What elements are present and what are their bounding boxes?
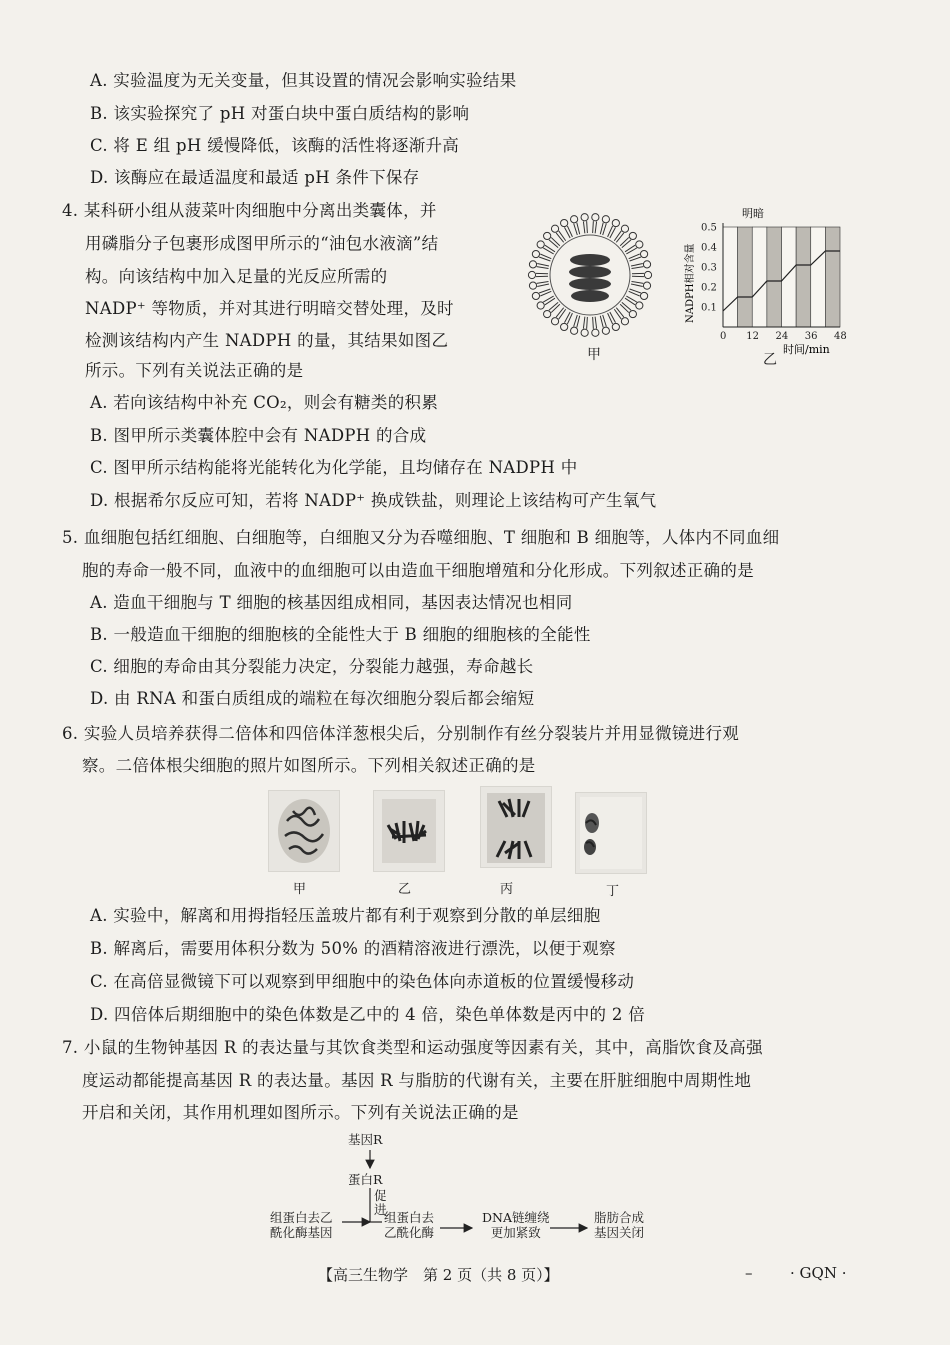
cell-image-jia bbox=[269, 791, 339, 871]
photo-label-ding: 丁 bbox=[606, 884, 620, 899]
lipid-tail bbox=[556, 308, 564, 317]
q6-option-d: D. 四倍体后期细胞中的染色体数是乙中的 4 倍，染色单体数是丙中的 2 倍 bbox=[90, 1005, 646, 1024]
lipid-tail bbox=[614, 231, 621, 241]
lipid-head bbox=[644, 271, 651, 278]
q6-option-a: A. 实验中，解离和用拇指轻压盖玻片都有利于观察到分散的单层细胞 bbox=[90, 906, 601, 925]
lipid-head bbox=[612, 323, 619, 330]
q4-stem-line: 检测该结构内产生 NADPH 的量，其结果如图乙 bbox=[85, 331, 449, 350]
flow-node-dna-compact bbox=[482, 1210, 550, 1240]
lipid-head bbox=[537, 241, 544, 248]
lipid-tail bbox=[537, 267, 549, 269]
light-period-band bbox=[723, 227, 738, 327]
lipid-head bbox=[640, 250, 647, 257]
footer-dash: – bbox=[745, 1264, 753, 1282]
x-tick-label: 12 bbox=[746, 331, 759, 342]
cell-image-bing bbox=[481, 787, 551, 867]
lipid-tail bbox=[551, 237, 560, 245]
flow-text: 脂肪合成 bbox=[594, 1210, 645, 1225]
flow-node-hdac-enzyme bbox=[384, 1210, 434, 1240]
lipid-head bbox=[629, 310, 636, 317]
droplet-diagram bbox=[525, 210, 655, 340]
lipid-tail bbox=[551, 304, 560, 312]
q5-option-d: D. 由 RNA 和蛋白质组成的端粒在每次细胞分裂后都会缩短 bbox=[90, 689, 535, 708]
photo-bing bbox=[480, 786, 552, 868]
lipid-head bbox=[592, 214, 599, 221]
y-tick-label: 0.1 bbox=[701, 302, 717, 314]
lipid-tail bbox=[620, 237, 629, 245]
q6-option-c: C. 在高倍显微镜下可以观察到甲细胞中的染色体向赤道板的位置缓慢移动 bbox=[90, 972, 635, 991]
q6-stem-line: 察。二倍体根尖细胞的照片如图所示。下列相关叙述正确的是 bbox=[82, 756, 536, 775]
lipid-tail bbox=[549, 302, 558, 310]
y-tick-label: 0.4 bbox=[701, 242, 717, 254]
lipid-tail bbox=[614, 309, 621, 319]
chart-xlabel: 时间/min bbox=[783, 343, 830, 356]
q4-stem-line: 用磷脂分子包裹形成图甲所示的“油包水液滴”结 bbox=[85, 234, 439, 253]
lipid-head bbox=[561, 323, 568, 330]
lipid-head bbox=[636, 241, 643, 248]
lipid-tail bbox=[626, 248, 636, 254]
q4-stem-line: 4. 某科研小组从菠菜叶肉细胞中分离出类囊体，并 bbox=[62, 201, 437, 220]
nadph-chart bbox=[675, 205, 850, 365]
photo-jia bbox=[268, 790, 340, 872]
figure-yi-chart bbox=[675, 205, 850, 368]
lipid-head bbox=[561, 219, 568, 226]
lipid-head bbox=[571, 327, 578, 334]
flow-text: 基因关闭 bbox=[594, 1225, 645, 1240]
lipid-tail bbox=[595, 317, 596, 329]
lipid-tail bbox=[600, 316, 603, 328]
q4-stem-line: 构。向该结构中加入足量的光反应所需的 bbox=[85, 267, 388, 286]
cell-image-yi bbox=[374, 791, 444, 871]
q5-stem-line: 胞的寿命一般不同，血液中的血细胞可以由造血干细胞增殖和分化形成。下列叙述正确的是 bbox=[82, 561, 754, 580]
lipid-tail bbox=[537, 281, 549, 283]
lipid-head bbox=[532, 292, 539, 299]
lipid-tail bbox=[577, 223, 580, 235]
lipid-head bbox=[544, 232, 551, 239]
flow-text: 组蛋白去 bbox=[384, 1210, 435, 1225]
flow-node-fat-gene-off bbox=[594, 1210, 644, 1240]
lipid-head bbox=[640, 292, 647, 299]
lipid-head bbox=[592, 329, 599, 336]
lipid-head bbox=[581, 214, 588, 221]
q3-option-c: C. 将 E 组 pH 缓慢降低，该酶的活性将逐渐升高 bbox=[90, 136, 460, 155]
light-period-band bbox=[811, 227, 826, 327]
q3-option-d: D. 该酶应在最适温度和最适 pH 条件下保存 bbox=[90, 168, 420, 187]
q5-stem-line: 5. 血细胞包括红细胞、白细胞等，白细胞又分为吞噬细胞、T 细胞和 B 细胞等，人体内不同血细 bbox=[62, 528, 780, 547]
lipid-head bbox=[571, 216, 578, 223]
lipid-head bbox=[602, 216, 609, 223]
q4-option-a: A. 若向该结构中补充 CO₂，则会有糖类的积累 bbox=[90, 393, 439, 412]
lipid-tail bbox=[577, 316, 580, 328]
lipid-tail bbox=[559, 309, 566, 319]
flow-text: 乙酰化酶 bbox=[384, 1225, 435, 1240]
photo-yi bbox=[373, 790, 445, 872]
chart-ylabel: NADPH相对含量 bbox=[685, 243, 696, 323]
lipid-head bbox=[529, 261, 536, 268]
x-tick-label: 24 bbox=[775, 331, 789, 342]
lipid-head bbox=[621, 225, 628, 232]
lipid-tail bbox=[543, 248, 553, 254]
lipid-head bbox=[612, 219, 619, 226]
lipid-tail bbox=[622, 302, 631, 310]
x-tick-label: 0 bbox=[720, 331, 727, 342]
lipid-tail bbox=[537, 263, 549, 266]
lipid-tail bbox=[631, 284, 643, 287]
lipid-head bbox=[551, 318, 558, 325]
q6-option-b: B. 解离后，需要用体积分数为 50% 的酒精溶液进行漂洗，以便于观察 bbox=[90, 939, 616, 958]
q3-option-b: B. 该实验探究了 pH 对蛋白块中蛋白质结构的影响 bbox=[90, 104, 470, 123]
light-period-band bbox=[752, 227, 767, 327]
lipid-tail bbox=[587, 221, 588, 233]
lipid-head bbox=[551, 225, 558, 232]
lipid-tail bbox=[631, 267, 643, 269]
lipid-tail bbox=[600, 223, 603, 235]
flow-text: 组蛋白去乙 bbox=[270, 1210, 333, 1225]
lipid-tail bbox=[583, 317, 584, 329]
footer-code: · GQN · bbox=[790, 1264, 847, 1282]
lipid-head bbox=[643, 261, 650, 268]
lipid-tail bbox=[545, 298, 555, 305]
lipid-tail bbox=[593, 221, 594, 233]
promote-label-2: 进 bbox=[374, 1202, 387, 1217]
promote-label-1: 促 bbox=[374, 1188, 387, 1203]
chart-title: 明暗 bbox=[742, 207, 764, 220]
y-tick-label: 0.3 bbox=[701, 262, 717, 274]
thylakoid-disc bbox=[571, 290, 609, 302]
lipid-tail bbox=[583, 221, 584, 233]
thylakoid-disc bbox=[570, 254, 610, 266]
flow-text: 酰化酶基因 bbox=[270, 1225, 333, 1240]
x-tick-label: 36 bbox=[804, 331, 818, 342]
dark-period-band bbox=[767, 227, 782, 327]
lipid-head bbox=[621, 318, 628, 325]
cell-image-ding bbox=[576, 793, 646, 873]
q4-stem-line: NADP⁺ 等物质，并对其进行明暗交替处理，及时 bbox=[85, 299, 454, 318]
lipid-head bbox=[537, 302, 544, 309]
q5-option-a: A. 造血干细胞与 T 细胞的核基因组成相同，基因表达情况也相同 bbox=[90, 593, 573, 612]
lipid-tail bbox=[625, 298, 635, 305]
lipid-head bbox=[602, 327, 609, 334]
q4-option-d: D. 根据希尔反应可知，若将 NADP⁺ 换成铁盐，则理论上该结构可产生氧气 bbox=[90, 491, 657, 510]
photo-label-bing: 丙 bbox=[500, 882, 514, 897]
y-tick-label: 0.5 bbox=[701, 222, 717, 234]
thylakoid-disc bbox=[569, 278, 611, 290]
lipid-tail bbox=[574, 224, 578, 235]
lipid-tail bbox=[603, 315, 607, 326]
figure-jia-label: 甲 bbox=[587, 347, 601, 363]
q4-stem-line: 所示。下列有关说法正确的是 bbox=[85, 361, 304, 380]
flow-node-hdac-gene bbox=[270, 1210, 333, 1240]
flow-text: 更加紧致 bbox=[490, 1225, 541, 1240]
photo-ding bbox=[575, 792, 647, 874]
photo-label-jia: 甲 bbox=[293, 882, 307, 897]
q4-option-b: B. 图甲所示类囊体腔中会有 NADPH 的合成 bbox=[90, 426, 427, 445]
lipid-tail bbox=[543, 296, 553, 302]
lipid-head bbox=[636, 302, 643, 309]
lipid-tail bbox=[537, 284, 549, 287]
x-tick-label: 48 bbox=[834, 331, 847, 342]
lipid-tail bbox=[603, 224, 607, 235]
lipid-head bbox=[532, 250, 539, 257]
dark-period-band bbox=[825, 227, 840, 327]
lipid-tail bbox=[559, 231, 566, 241]
lipid-head bbox=[528, 271, 535, 278]
q3-option-a: A. 实验温度为无关变量，但其设置的情况会影响实验结果 bbox=[90, 71, 517, 90]
figure-yi-label: 乙 bbox=[763, 352, 777, 368]
q4-option-c: C. 图甲所示结构能将光能转化为化学能，且均储存在 NADPH 中 bbox=[90, 458, 578, 477]
q7-stem-line: 开启和关闭，其作用机理如图所示。下列有关说法正确的是 bbox=[82, 1103, 519, 1122]
lipid-head bbox=[629, 232, 636, 239]
figure-jia-droplet bbox=[525, 210, 655, 363]
lipid-tail bbox=[549, 240, 558, 248]
lipid-tail bbox=[556, 233, 564, 242]
light-period-band bbox=[782, 227, 797, 327]
flow-text: DNA链缠绕 bbox=[482, 1210, 550, 1225]
lipid-tail bbox=[574, 315, 578, 326]
page-footer: 【高三生物学 第 2 页（共 8 页）】 bbox=[318, 1266, 559, 1284]
lipid-head bbox=[529, 282, 536, 289]
lipid-tail bbox=[620, 304, 629, 312]
dark-period-band bbox=[738, 227, 753, 327]
lipid-tail bbox=[593, 317, 594, 329]
mechanism-flow-diagram bbox=[260, 1130, 690, 1245]
dark-period-band bbox=[796, 227, 811, 327]
thylakoid-disc bbox=[569, 266, 611, 278]
y-tick-label: 0.2 bbox=[701, 282, 717, 294]
photo-label-yi: 乙 bbox=[398, 882, 412, 897]
protein-r-label: 蛋白R bbox=[348, 1172, 383, 1187]
lipid-head bbox=[544, 310, 551, 317]
lipid-tail bbox=[631, 263, 643, 266]
lipid-tail bbox=[616, 308, 624, 317]
lipid-tail bbox=[595, 221, 596, 233]
q5-option-b: B. 一般造血干细胞的细胞核的全能性大于 B 细胞的细胞核的全能性 bbox=[90, 625, 591, 644]
lipid-tail bbox=[545, 245, 555, 252]
q7-stem-line: 7. 小鼠的生物钟基因 R 的表达量与其饮食类型和运动强度等因素有关，其中，高脂饮食及高强 bbox=[62, 1038, 763, 1057]
lipid-tail bbox=[631, 281, 643, 283]
lipid-tail bbox=[587, 317, 588, 329]
q5-option-c: C. 细胞的寿命由其分裂能力决定，分裂能力越强，寿命越长 bbox=[90, 657, 534, 676]
q6-stem-line: 6. 实验人员培养获得二倍体和四倍体洋葱根尖后，分别制作有丝分裂装片并用显微镜进行观 bbox=[62, 724, 740, 743]
lipid-tail bbox=[625, 245, 635, 252]
lipid-head bbox=[643, 282, 650, 289]
lipid-tail bbox=[626, 296, 636, 302]
lipid-head bbox=[581, 329, 588, 336]
q7-stem-line: 度运动都能提高基因 R 的表达量。基因 R 与脂肪的代谢有关，主要在肝脏细胞中周期性地 bbox=[82, 1071, 752, 1090]
lipid-tail bbox=[622, 240, 631, 248]
gene-r-label: 基因R bbox=[348, 1132, 383, 1147]
lipid-tail bbox=[616, 233, 624, 242]
